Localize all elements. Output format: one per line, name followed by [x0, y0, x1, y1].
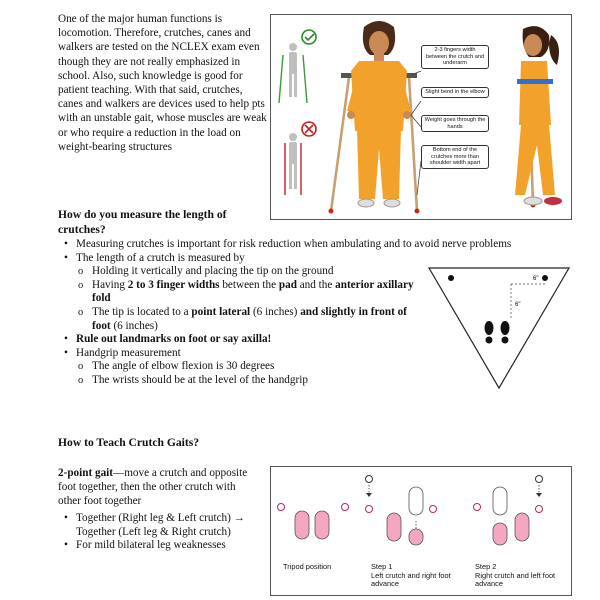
step1-diagram — [366, 476, 437, 546]
list-item — [58, 238, 538, 252]
bullet-text: Rule out landmarks on foot or say axilla! — [76, 333, 272, 346]
triangle-outline — [429, 268, 569, 388]
gait-steps-illustration — [271, 467, 571, 567]
check-icon — [302, 30, 316, 44]
sub-bullet-text: The angle of elbow flexion is 30 degrees — [92, 360, 275, 373]
cross-icon — [302, 122, 316, 136]
bullet-text: The length of a crutch is measured by — [76, 251, 245, 264]
callout-finger-width: 2-3 fingers width between the crutch and underarm — [421, 45, 489, 69]
right-crutch-tip — [542, 275, 548, 281]
gait-steps-figure — [270, 466, 572, 596]
section-heading-gaits: How to Teach Crutch Gaits? — [58, 436, 200, 449]
side-view-figure — [515, 26, 562, 207]
step1-label: Step 1 Left crutch and right foot advance — [371, 562, 451, 589]
correct-posture-figure — [279, 43, 307, 103]
crutch-posture-figure — [270, 14, 572, 220]
bullet-text: Measuring crutches is important for risk reduction when ambulating and to avoid nerve problems — [76, 238, 512, 250]
callout-elbow-bend: Slight bend in the elbow — [421, 87, 489, 98]
step2-label: Step 2 Right crutch and left foot advance — [475, 562, 556, 589]
tripod-position-label: Tripod position — [283, 562, 332, 571]
bullet-text: Together (Right leg & Left crutch) → Together (Left leg & Right crutch) — [76, 512, 245, 538]
list-item: o Having 2 to 3 finger widths between the pad and the anterior axillary fold — [58, 279, 422, 306]
callout-crutch-width: Bottom end of the crutches more than shoulder width apart — [421, 145, 489, 169]
tripod-position-diagram — [278, 504, 349, 540]
two-point-gait-paragraph: 2-point gait—move a crutch and opposite foot together, then the other crutch with other foot together — [58, 467, 248, 508]
list-item: o The tip is located to a point lateral (6 inches) and slightly in front of foot (6 inches) — [58, 306, 422, 333]
incorrect-posture-figure — [285, 133, 301, 195]
dimension-label-front: 6" — [515, 302, 521, 308]
list-item — [58, 539, 268, 553]
dimension-label-lateral: 6" — [533, 276, 539, 282]
bullet-text: Handgrip measurement — [76, 346, 181, 359]
sub-bullet-text: The wrists should be at the level of the handgrip — [92, 373, 308, 386]
sub-bullet-text: Holding it vertically and placing the tip on the ground — [92, 265, 334, 278]
front-view-figure — [329, 21, 420, 214]
list-item — [58, 512, 268, 539]
bullet-text: For mild bilateral leg weaknesses — [76, 539, 226, 552]
list-item — [58, 252, 416, 266]
gait-list — [58, 512, 268, 553]
step2-diagram — [474, 476, 543, 546]
list-item — [58, 265, 432, 279]
section-heading-measure: How do you measure the length of crutches? — [58, 208, 227, 236]
crutch-placement-diagram — [425, 262, 573, 392]
left-crutch-tip — [448, 275, 454, 281]
intro-paragraph: One of the major human functions is locomotion. Therefore, crutches, canes and walkers are tested on the NCLEX exam even though they are not really emphasized in school. Also, such knowledge is good for patient teaching. With that said, crutches, canes and walkers are devices used to help pts with an unstable gait, whose muscles are weak or who require a reduction in the load on weight-bearing structures — [58, 13, 267, 153]
callout-weight-hands: Weight goes through the hands — [421, 115, 489, 132]
